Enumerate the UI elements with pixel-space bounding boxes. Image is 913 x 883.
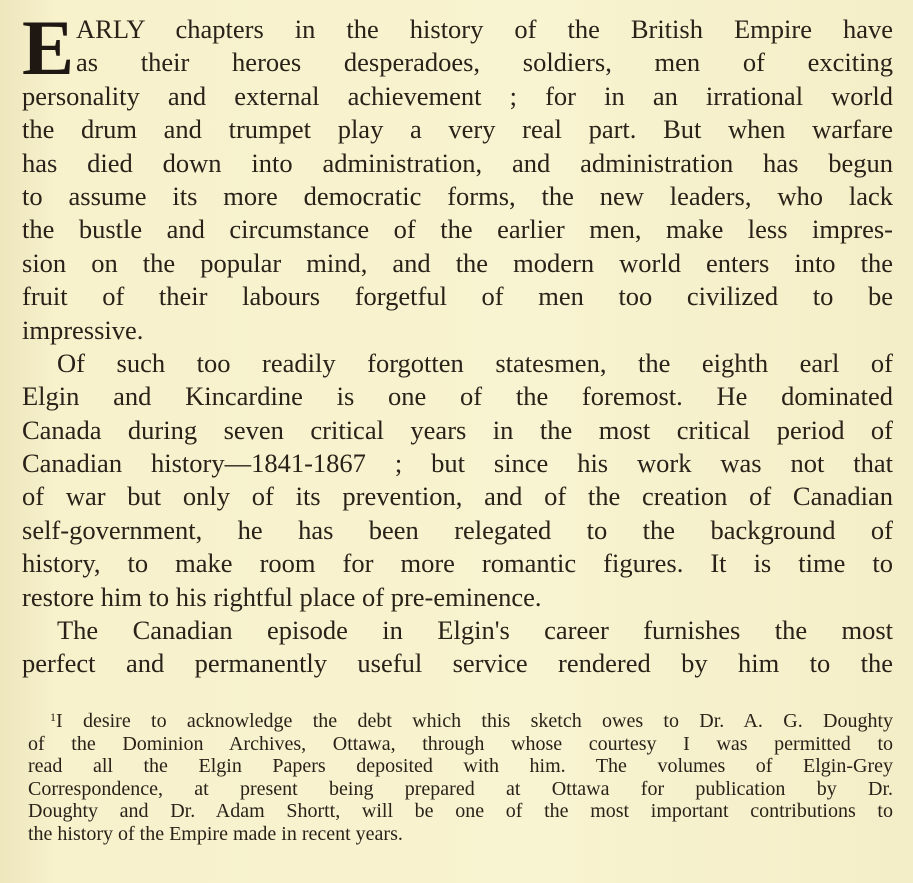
footnote-line: the history of the Empire made in recent years. [28,822,403,845]
text-line: restore him to his rightful place of pre-eminence. [22,581,542,612]
text-line: ARLY chapters in the history of the British Empire have [76,14,893,44]
text-line: history, to make room for more romantic figures. It is time to [22,548,893,579]
footnote [28,710,893,846]
body-text [22,4,893,681]
text-line: as their heroes desperadoes, soldiers, men of exciting [76,47,893,78]
footnote-line: Doughty and Dr. Adam Shortt, will be one of the most important contributions to [28,800,893,823]
text-line: impressive. [22,314,144,345]
text-line: The Canadian episode in Elgin's career furnishes the most [57,615,893,646]
text-line: sion on the popular mind, and the modern world enters into the [22,247,893,278]
text-line: has died down into administration, and administration has begun [22,147,893,178]
footnote-line: read all the Elgin Papers deposited with him. The volumes of Elgin-Grey [28,755,893,778]
text-line: perfect and permanently useful service rendered by him to the [22,648,893,679]
text-line: Of such too readily forgotten statesmen, the eighth earl of [57,347,893,378]
text-line: the drum and trumpet play a very real part. But when warfare [22,114,893,145]
footnote-text: I desire to acknowledge the debt which this sketch owes to Dr. A. G. Doughty [56,710,893,732]
text-line: Elgin and Kincardine is one of the foremost. He dominated [22,381,893,412]
text-line: of war but only of its prevention, and of the creation of Canadian [22,481,893,512]
footnote-line: Correspondence, at present being prepared at Ottawa for publication by Dr. [28,777,893,800]
text-line: Canada during seven critical years in the most critical period of [22,414,893,445]
footnote-marker: 1 [50,710,56,724]
text-line: the bustle and circumstance of the earlier men, make less impres- [22,214,893,245]
text-line: to assume its more democratic forms, the new leaders, who lack [22,180,893,211]
drop-cap: E [22,4,75,91]
footnote-line: of the Dominion Archives, Ottawa, through whose courtesy I was permitted to [28,732,893,755]
text-line: self-government, he has been relegated to the background of [22,514,893,545]
text-line: personality and external achievement ; for in an irrational world [22,80,893,111]
text-line: Canadian history—1841-1867 ; but since his work was not that [22,448,893,479]
text-line: fruit of their labours forgetful of men too civilized to be [22,281,893,312]
footnote-line [28,710,893,733]
